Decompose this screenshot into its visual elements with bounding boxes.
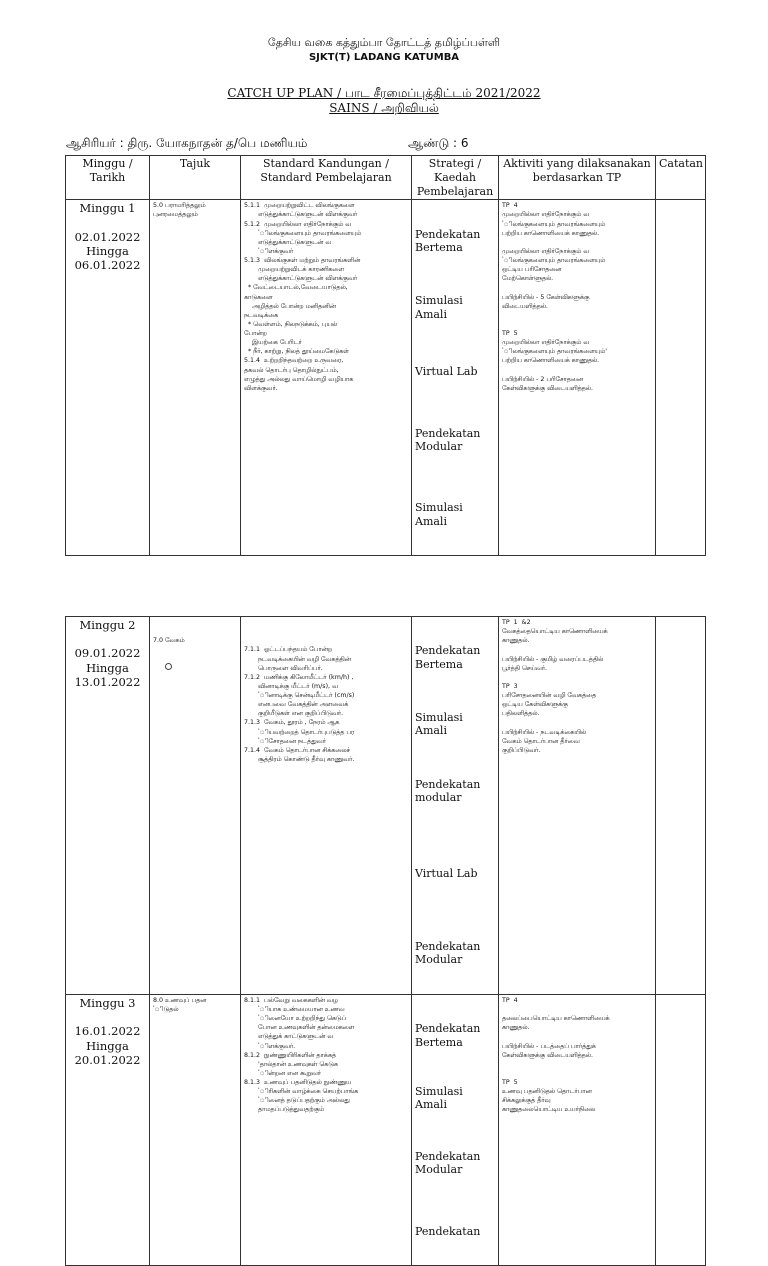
col-header-tajuk: Tajuk <box>150 156 241 200</box>
week-label: Minggu 1 <box>79 201 136 216</box>
tajuk-cell: 5.0 பராமரித்தலும் புனரமைத்தலும் <box>150 200 241 556</box>
strategi-item: Pendekatan modular <box>415 777 481 805</box>
table-header-row <box>66 156 706 200</box>
hingga-label: Hingga <box>86 244 129 258</box>
col-header-aktiviti: Aktiviti yang dilaksanakan berdasarkan TP <box>499 156 656 200</box>
strategi-item: Simulasi Amali <box>415 501 463 528</box>
standard-cell: 7.1.1 ஓட்டப்பந்தயம் போன்ற நடவடிக்கையின் வழி வேகத்தின் பொருளை விவரிப்பர். 7.1.2 மணிக்கு கிலோமீட்டர் (km/h) , வினாடிக்கு மீட்டர் (m/s), வ 'ினாடிக்கு சென்டிமீட்டர் (cm/s) எனபவை வேகத்தின் அளவைக் குறியீடுகள் என குறிப்பிடுவர். 7.1.3 வேகம், தூரம் , நேரம் ஆக 'ியவற்றைத் தொடர்புபடுத்த பர 'ிசோதனை நடத்துவர் 7.1.4 வேகம் தொடர்பான சிக்கலைச் சூத்திரம் கொண்டு தீர்வு காணுவர். <box>241 617 412 995</box>
col-header-strategi: Strategi / Kaedah Pembelajaran <box>412 156 499 200</box>
strategi-item: Simulasi Amali <box>415 294 463 321</box>
catatan-cell <box>656 617 706 995</box>
aktiviti-cell: TP 4 தலைப்பையொட்டிய காணொளியைக் காணுதல். பயிற்சியில் - படத்தைப் பார்த்துக் கேள்விகளுக்கு விடையளித்தல். TP 5 உணவு பதனிடுதல் தொடர்பான சிக்கலுக்குத் தீர்வு காணுதலையொட்டிய உயர்நிலை <box>499 994 656 1265</box>
strategi-item: Simulasi Amali <box>415 711 463 738</box>
date-start: 02.01.2022 <box>74 229 141 244</box>
tajuk-text: 7.0 வேகம் <box>153 637 185 645</box>
strategi-item: Virtual Lab <box>415 866 478 880</box>
week-label: Minggu 2 <box>79 618 136 632</box>
week-cell <box>66 617 150 995</box>
strategi-item: Pendekatan <box>415 1224 481 1238</box>
teacher-name: ஆசிரியர் : திரு. யோகநாதன் த/பெ மணியம் <box>66 136 308 150</box>
date-end: 13.01.2022 <box>74 675 141 690</box>
date-start: 16.01.2022 <box>74 1024 141 1039</box>
table-row <box>66 617 706 995</box>
date-end: 06.01.2022 <box>74 258 141 273</box>
year-label: ஆண்டு : 6 <box>408 136 469 150</box>
col-header-standard: Standard Kandungan / Standard Pembelajaran <box>241 156 412 200</box>
catatan-cell <box>656 994 706 1265</box>
catatan-cell <box>656 200 706 556</box>
strategi-item: Virtual Lab <box>415 365 478 379</box>
strategi-item: Pendekatan Bertema <box>415 1022 481 1049</box>
subject-title: SAINS / அறிவியல் <box>329 101 439 115</box>
col-header-minggu: Minggu / Tarikh <box>66 156 150 200</box>
strategi-cell <box>412 617 499 995</box>
strategi-item: Pendekatan Modular <box>415 940 481 967</box>
strategi-item: Pendekatan Modular <box>415 426 481 453</box>
strategi-item: Pendekatan Bertema <box>415 227 481 254</box>
strategi-item: Pendekatan Bertema <box>415 644 481 671</box>
school-code: SJKT(T) LADANG KATUMBA <box>308 52 460 63</box>
school-name: தேசிய வகை கத்தும்பா தோட்டத் தமிழ்ப்பள்ளி <box>267 36 501 49</box>
standard-cell: 5.1.1 முறையற்றுவிட்ட விலங்குகளை எடுத்துக்காட்டுகளுடன் விளக்குவர் 5.1.2 முறையில்லா எதிர்நோக்கும் வ 'ிலங்குகளையும் தாவரங்களையும் எடுத்துக்காட்டுகளுடன் வ 'ிளக்குவர் 5.1.3 விலங்குகள் மற்றும் தாவரங்களின் முறையற்றுவிடக் காரணிகளை எடுத்துக்காட்டுகளுடன் விளக்குவர் * வேட்டையாடல்,வேடையாடுதல், காடுகளை அழித்தல் போன்ற மனிதனின் நடவடிக்கை * வெள்ளம், நிலநடுக்கம், புயல் போன்ற இயற்கை பேரிடர் * நீர், காற்று, நிலத் தூய்மைகேடுகள் 5.1.4 உற்றறிந்தவற்றை உருவரை, தகவல் தொடர்பு தொழில்நுட்பம், எழுத்து அல்லது வாய்மொழி வழியாக விளக்குவர். <box>241 200 412 556</box>
tajuk-cell: 8.0 உணவுப் பதன 'ிடுதல் <box>150 994 241 1265</box>
strategi-item: Pendekatan Modular <box>415 1149 481 1176</box>
circle-mark-icon <box>165 663 172 670</box>
table-row <box>66 200 706 556</box>
week-cell <box>66 994 150 1265</box>
date-start: 09.01.2022 <box>74 646 141 661</box>
plan-table-1 <box>65 155 706 556</box>
strategi-cell <box>412 994 499 1265</box>
hingga-label: Hingga <box>86 1038 129 1053</box>
table-row <box>66 994 706 1265</box>
strategi-cell <box>412 200 499 556</box>
week-cell <box>66 200 150 556</box>
plan-table-2 <box>65 616 706 1266</box>
tajuk-cell <box>150 617 241 995</box>
hingga-label: Hingga <box>86 660 129 675</box>
aktiviti-cell: TP 1 &2 வேகத்தையொட்டிய காணொளியைக் காணுதல். பயிற்சியில் - குமிழ் வரைப்படத்தில் பூர்த்தி செய்வர். TP 3 பரிசோதனையின் வழி வேகத்தை ஒட்டிய கேள்விகளுக்கு பதிலளித்தல். பயிற்சியில் - நடவடிக்கையில் வேகம் தொடர்பான தீர்வை குறிப்பிடுவர். <box>499 617 656 995</box>
plan-title: CATCH UP PLAN / பாட சீரமைப்புத்திட்டம் 2021/2022 <box>227 86 541 100</box>
week-label: Minggu 3 <box>79 995 136 1010</box>
strategi-item: Simulasi Amali <box>415 1085 463 1112</box>
aktiviti-cell: TP 4 முறையில்லா எதிர்நோக்கும் வ 'ிலங்குகளையும் தாவரங்களையும் பற்றிய காணொளியைக் காணுதல். முறையில்லா எதிர்நோக்கும் வ 'ிலங்குகளையும் தாவரங்களையும் ஒட்டிய பரிசோதனை மேற்கொள்ளுதல். பயிற்சியில் - 5 கேள்விகளுக்கு விடையளித்தல். TP 5 முறையில்லா எதிர்நோக்கும் வ 'ிலங்குகளையும் தாவரங்களையும்' பற்றிய காணொளியைக் காணுதல். பயிற்சியில் - 2 பரிசோதனை கேள்விகளுக்கு விடையளித்தல். <box>499 200 656 556</box>
standard-cell: 8.1.1 பல்வேறு வகைகளின் வழ 'ியாக உண்மையான உணவ 'ினையோ உற்றறிந்து கெடுப் போன உணவுகளின் தன்மைகளை எடுத்துக் காட்டுகளுடன் வ 'ிளக்குவர். 8.1.2 நுண்ணுயிரிகளின் தாக்கத் 'தால்தான் உணவுகள் கெடுக 'ின்றன என கூறுவர் 8.1.3 உணவுப் பதனிடுதல் நுண்ணுய 'ிரிகளின் வாழ்க்கை செயற்பாங்க 'ினைத் தடுப்பதற்கும் அல்லது தாமதப்படுத்துவதற்கும் <box>241 994 412 1265</box>
date-end: 20.01.2022 <box>74 1053 141 1068</box>
col-header-catatan: Catatan <box>656 156 706 200</box>
